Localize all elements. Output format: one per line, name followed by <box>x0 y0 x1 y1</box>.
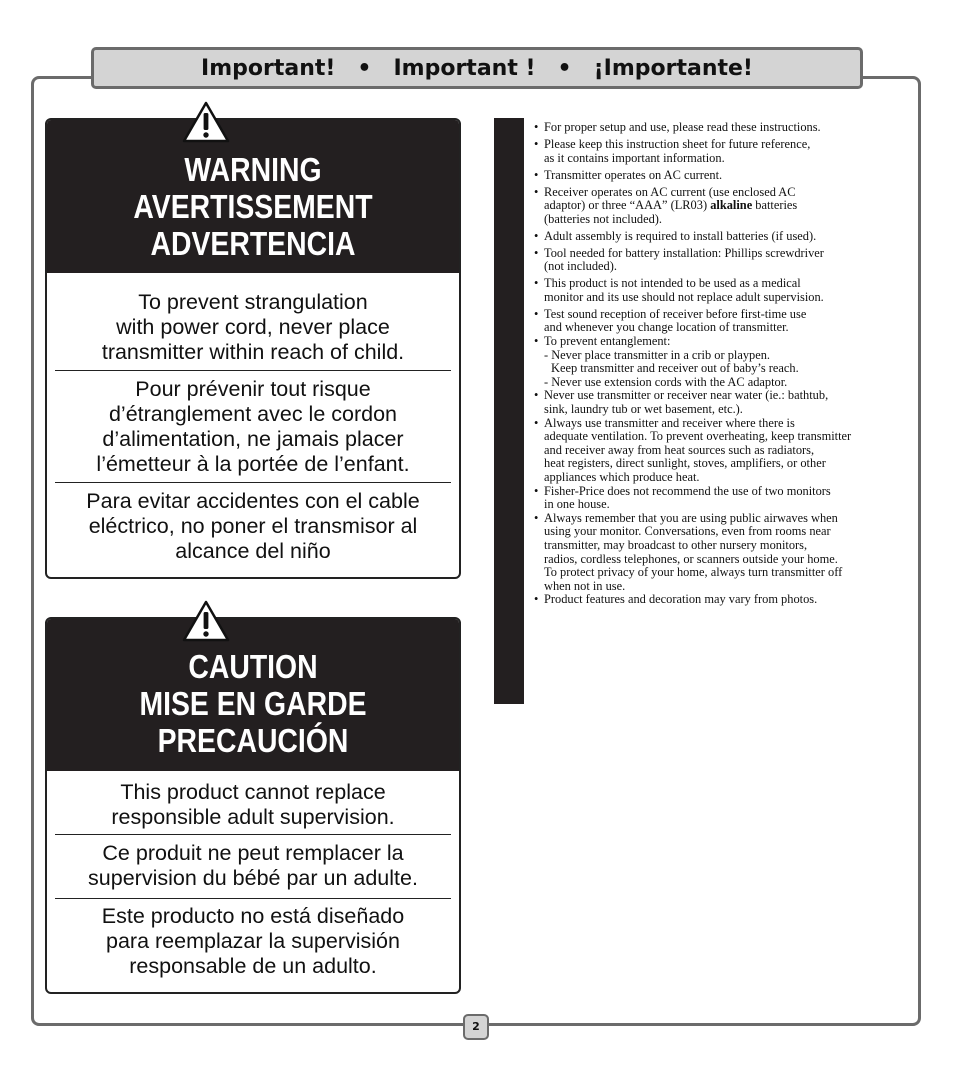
banner-es: ¡Importante! <box>593 55 753 81</box>
caution-panel <box>45 617 461 994</box>
caution-fr-line: Ce produit ne peut remplacer la <box>102 841 404 865</box>
caution-en-line: responsible adult supervision. <box>111 805 395 829</box>
list-item: • Adult assembly is required to install batteries (if used). <box>534 230 912 244</box>
caution-title <box>47 619 459 771</box>
caution-text-en <box>47 771 459 834</box>
list-item: • For proper setup and use, please read these instructions. <box>534 121 912 135</box>
caution-title-line: MISE EN GARDE <box>139 685 367 722</box>
warning-fr-line: Pour prévenir tout risque <box>135 377 371 401</box>
caution-title-line: PRECAUCIÓN <box>157 722 349 759</box>
caution-en-line: This product cannot replace <box>120 780 386 804</box>
warning-en-line: with power cord, never place <box>116 315 390 339</box>
caution-es-line: responsable de un adulto. <box>129 954 377 978</box>
page-number: 2 <box>463 1014 489 1040</box>
caution-es-line: Este producto no está diseñado <box>101 904 405 928</box>
list-item: • Always remember that you are using public airwaves when using your monitor. Conversations, even from rooms near transmitter, may broadcast to other nursery monitors, radios, cordless telephones, or scanners outside your home. To protect privacy of your home, always turn transmitter off when not in use. <box>534 512 912 594</box>
caution-title-line: CAUTION <box>188 648 318 685</box>
warning-fr-line: d’étranglement avec le cordon <box>108 402 398 426</box>
warning-title-line: ADVERTENCIA <box>150 225 356 262</box>
banner-separator: • <box>557 55 572 81</box>
warning-fr-line: l’émetteur à la portée de l’enfant. <box>96 452 410 476</box>
list-item: • To prevent entanglement: - Never place transmitter in a crib or playpen. Keep transmitter and receiver out of baby’s reach. - Never use extension cords with the AC adaptor. <box>534 335 912 389</box>
warning-en-line: To prevent strangulation <box>138 290 368 314</box>
warning-title-line: WARNING <box>184 151 322 188</box>
banner-en: Important! <box>201 55 336 81</box>
warning-triangle-icon <box>181 100 231 144</box>
warning-es-line: alcance del niño <box>175 539 331 563</box>
list-item: • Always use transmitter and receiver where there is adequate ventilation. To prevent overheating, keep transmitter and receiver away from heat sources such as radiators, heat registers, direct sunlight, stoves, amplifiers, or other appliances which produce heat. <box>534 417 912 485</box>
warning-triangle-icon <box>181 599 231 643</box>
list-item: • This product is not intended to be used as a medical monitor and its use should not replace adult supervision. <box>534 277 912 304</box>
warning-en-line: transmitter within reach of child. <box>101 340 405 364</box>
caution-fr-line: supervision du bébé par un adulte. <box>88 866 418 890</box>
caution-text-es <box>47 899 459 979</box>
list-item: • Transmitter operates on AC current. <box>534 169 912 183</box>
instruction-list <box>534 121 912 610</box>
warning-text-en <box>47 273 459 370</box>
list-item: • Fisher-Price does not recommend the use of two monitors in one house. <box>534 485 912 512</box>
warning-es-line: eléctrico, no poner el transmisor al <box>88 514 418 538</box>
warning-title <box>47 120 459 273</box>
list-item: • Receiver operates on AC current (use enclosed AC adaptor) or three “AAA” (LR03) alkaline batteries (batteries not included). <box>534 186 912 227</box>
list-item: • Test sound reception of receiver before first-time use and whenever you change location of transmitter. <box>534 308 912 335</box>
warning-es-line: Para evitar accidentes con el cable <box>86 489 420 513</box>
list-item: • Tool needed for battery installation: Phillips screwdriver (not included). <box>534 247 912 274</box>
warning-panel <box>45 118 461 579</box>
caution-text-fr <box>47 835 459 898</box>
banner-fr: Important ! <box>393 55 536 81</box>
warning-text-fr <box>47 371 459 482</box>
warning-fr-line: d’alimentation, ne jamais placer <box>102 427 404 451</box>
list-item: • Never use transmitter or receiver near water (ie.: bathtub, sink, laundry tub or wet basement, etc.). <box>534 389 912 416</box>
important-banner <box>91 47 863 89</box>
bold-word: alkaline <box>710 198 753 213</box>
list-item: • Please keep this instruction sheet for future reference, as it contains important information. <box>534 138 912 165</box>
list-item: • Product features and decoration may vary from photos. <box>534 593 912 607</box>
banner-separator: • <box>357 55 372 81</box>
caution-es-line: para reemplazar la supervisión <box>106 929 400 953</box>
side-bar-decoration <box>494 118 524 704</box>
warning-text-es <box>47 483 459 564</box>
warning-title-line: AVERTISSEMENT <box>133 188 373 225</box>
